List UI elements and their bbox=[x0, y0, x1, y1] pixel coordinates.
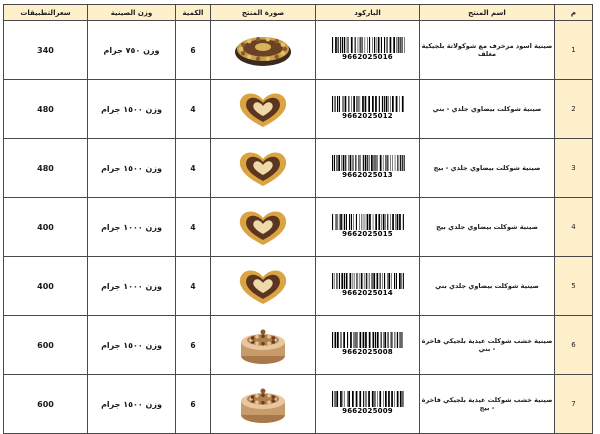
table-row bbox=[4, 198, 593, 257]
barcode-icon bbox=[331, 332, 405, 348]
row-index: 1 bbox=[555, 21, 593, 80]
product-photo bbox=[211, 198, 316, 257]
product-photo bbox=[211, 139, 316, 198]
app-price: 400 bbox=[4, 257, 88, 316]
barcode-cell bbox=[316, 21, 420, 80]
header-row bbox=[4, 5, 593, 21]
tray-weight: وزن ١٥٠٠ جرام bbox=[88, 139, 176, 198]
barcode-cell bbox=[316, 80, 420, 139]
barcode-icon bbox=[331, 391, 405, 407]
quantity: 4 bbox=[176, 257, 211, 316]
header-photo: صورة المنتج bbox=[211, 5, 316, 21]
heart-chocolate-tray-icon bbox=[233, 87, 293, 131]
quantity: 6 bbox=[176, 375, 211, 434]
app-price: 600 bbox=[4, 316, 88, 375]
barcode-icon bbox=[331, 273, 405, 289]
product-name: صينية شوكلت بيضاوي جلدي - بيج bbox=[420, 139, 555, 198]
table-row bbox=[4, 139, 593, 198]
barcode-cell bbox=[316, 257, 420, 316]
app-price: 600 bbox=[4, 375, 88, 434]
barcode-cell bbox=[316, 375, 420, 434]
app-price: 400 bbox=[4, 198, 88, 257]
table-row bbox=[4, 316, 593, 375]
round-chocolate-tray-icon bbox=[231, 28, 295, 72]
row-index: 6 bbox=[555, 316, 593, 375]
header-price: سعرالتطبيقات bbox=[4, 5, 88, 21]
heart-chocolate-tray-icon bbox=[233, 264, 293, 308]
product-name: صينية شوكلت بيضاوي جلدي بيج bbox=[420, 198, 555, 257]
tray-weight: وزن ١٥٠٠ جرام bbox=[88, 316, 176, 375]
product-photo bbox=[211, 316, 316, 375]
tray-weight: وزن ١٠٠٠ جرام bbox=[88, 198, 176, 257]
barcode-cell bbox=[316, 139, 420, 198]
header-name: اسم المنتج bbox=[420, 5, 555, 21]
table-body bbox=[4, 21, 593, 434]
barcode-cell bbox=[316, 316, 420, 375]
product-sheet bbox=[4, 4, 593, 434]
product-name: صينية خشب شوكلت عيدية بلجيكي فاخرة - بيج bbox=[420, 375, 555, 434]
tray-weight: وزن ٧٥٠ جرام bbox=[88, 21, 176, 80]
product-photo bbox=[211, 21, 316, 80]
table-row bbox=[4, 257, 593, 316]
barcode-cell bbox=[316, 198, 420, 257]
barcode-number: 9662025009 bbox=[342, 407, 393, 415]
tray-weight: وزن ١٥٠٠ جرام bbox=[88, 375, 176, 434]
product-photo bbox=[211, 257, 316, 316]
row-index: 3 bbox=[555, 139, 593, 198]
header-barcode: الباركود bbox=[316, 5, 420, 21]
header-weight: وزن الصينية bbox=[88, 5, 176, 21]
product-name: صينية خشب شوكلت عيدية بلجيكي فاخرة - بني bbox=[420, 316, 555, 375]
barcode-number: 9662025015 bbox=[342, 230, 393, 238]
app-price: 340 bbox=[4, 21, 88, 80]
table-row bbox=[4, 21, 593, 80]
app-price: 480 bbox=[4, 139, 88, 198]
wooden-chocolate-box-icon bbox=[233, 381, 293, 427]
header-qty: الكمية bbox=[176, 5, 211, 21]
quantity: 6 bbox=[176, 21, 211, 80]
row-index: 2 bbox=[555, 80, 593, 139]
heart-chocolate-tray-icon bbox=[233, 146, 293, 190]
product-name: صينية شوكلت بيضاوي جلدي - بني bbox=[420, 80, 555, 139]
quantity: 4 bbox=[176, 198, 211, 257]
row-index: 4 bbox=[555, 198, 593, 257]
barcode-number: 9662025016 bbox=[342, 53, 393, 61]
row-index: 7 bbox=[555, 375, 593, 434]
heart-chocolate-tray-icon bbox=[233, 205, 293, 249]
barcode-number: 9662025014 bbox=[342, 289, 393, 297]
barcode-number: 9662025012 bbox=[342, 112, 393, 120]
barcode-icon bbox=[331, 37, 405, 53]
barcode-icon bbox=[331, 214, 405, 230]
quantity: 4 bbox=[176, 80, 211, 139]
row-index: 5 bbox=[555, 257, 593, 316]
table-row bbox=[4, 80, 593, 139]
barcode-icon bbox=[331, 155, 405, 171]
quantity: 4 bbox=[176, 139, 211, 198]
products-table bbox=[3, 4, 593, 434]
table-row bbox=[4, 375, 593, 434]
quantity: 6 bbox=[176, 316, 211, 375]
barcode-icon bbox=[331, 96, 405, 112]
app-price: 480 bbox=[4, 80, 88, 139]
product-photo bbox=[211, 80, 316, 139]
product-name: صينية اسود مزخرف مع شوكولاتة بلجيكية مغلف bbox=[420, 21, 555, 80]
wooden-chocolate-box-icon bbox=[233, 322, 293, 368]
tray-weight: وزن ١٥٠٠ جرام bbox=[88, 80, 176, 139]
product-photo bbox=[211, 375, 316, 434]
tray-weight: وزن ١٠٠٠ جرام bbox=[88, 257, 176, 316]
product-name: صينية شوكلت بيضاوي جلدي بني bbox=[420, 257, 555, 316]
header-index: م bbox=[555, 5, 593, 21]
barcode-number: 9662025013 bbox=[342, 171, 393, 179]
barcode-number: 9662025008 bbox=[342, 348, 393, 356]
